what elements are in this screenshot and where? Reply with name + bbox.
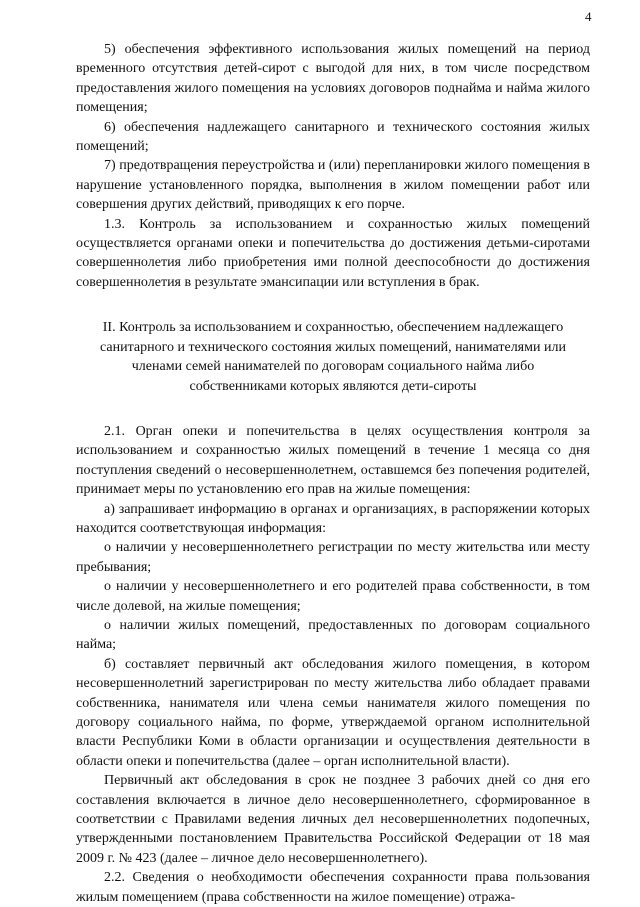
paragraph-registration: о наличии у несовершеннолетнего регистрации по месту жительства или месту пребывания; [76, 540, 590, 575]
paragraph-social-lease: о наличии жилых помещений, предоставленных по договорам социального найма; [76, 617, 590, 653]
paragraph-2-1: 2.1. Орган опеки и попечительства в целях осуществления контроля за использованием и сохранностью жилых помещений в течение 1 месяца со дня поступления сведений о несовершеннолетнем, оставшемся без попечения родителей, принимает меры по установлению его прав на жилые помещения: [76, 423, 590, 498]
section-heading [76, 318, 590, 396]
paragraph-item-6: 6) обеспечения надлежащего санитарного и технического состояния жилых помещений; [76, 119, 590, 155]
paragraph-b: б) составляет первичный акт обследования жилого помещения, в котором несовершеннолетний зарегистрирован по месту жительства либо обладает правами собственника, нанимателя или члена семьи нанимателя жилого помещения по договору социального найма, по форме, утверждаемой органом исполнительной власти Республики Коми в области организации и осуществления деятельности в области опеки и попечительства (далее – орган исполнительной власти). [76, 656, 590, 769]
paragraph-2-2: 2.2. Сведения о необходимости обеспечения сохранности права пользования жилым помещением (права собственности на жилое помещение) отража- [76, 870, 590, 905]
paragraph-primary-act: Первичный акт обследования в срок не позднее 3 рабочих дней со дня его составления включается в личное дело несовершеннолетнего, сформированное в соответствии с Правилами ведения личных дел несовершеннолетних подопечных, утвержденными постановлением Правительства Российской Федерации от 18 мая 2009 г. № 423 (далее – личное дело несовершеннолетнего). [76, 773, 590, 866]
paragraph-a: а) запрашивает информацию в органах и организациях, в распоряжении которых находится соответствующая информация: [76, 501, 590, 536]
section-heading-line: собственниками которых являются дети-сироты [189, 378, 477, 394]
document-body [76, 40, 590, 907]
section-heading-line: членами семей нанимателей по договорам социального найма либо [131, 359, 535, 375]
page-number: 4 [585, 9, 592, 24]
paragraph-item-7: 7) предотвращения переустройства и (или) перепланировки жилого помещения в нарушение установленного порядка, выполнения в жилом помещении работ или совершения других действий, приводящих к его порче. [76, 158, 590, 213]
section-heading-line: санитарного и технического состояния жилых помещений, нанимателями или [100, 339, 566, 355]
paragraph-item-5: 5) обеспечения эффективного использования жилых помещений на период временного отсутствия детей-сирот с выгодой для них, в том числе посредством предоставления жилого помещения на условиях договоров поднайма и найма жилого помещения; [76, 42, 590, 116]
paragraph-1-3: 1.3. Контроль за использованием и сохранностью жилых помещений осуществляется органами опеки и попечительства до достижения детьми-сиротами совершеннолетия либо приобретения ими полной дееспособности до достижения совершеннолетия в результате эмансипации или вступления в брак. [76, 216, 590, 290]
section-heading-line: II. Контроль за использованием и сохранностью, обеспечением надлежащего [102, 320, 564, 336]
paragraph-ownership: о наличии у несовершеннолетнего и его родителей права собственности, в том числе долевой, на жилые помещения; [76, 579, 590, 614]
